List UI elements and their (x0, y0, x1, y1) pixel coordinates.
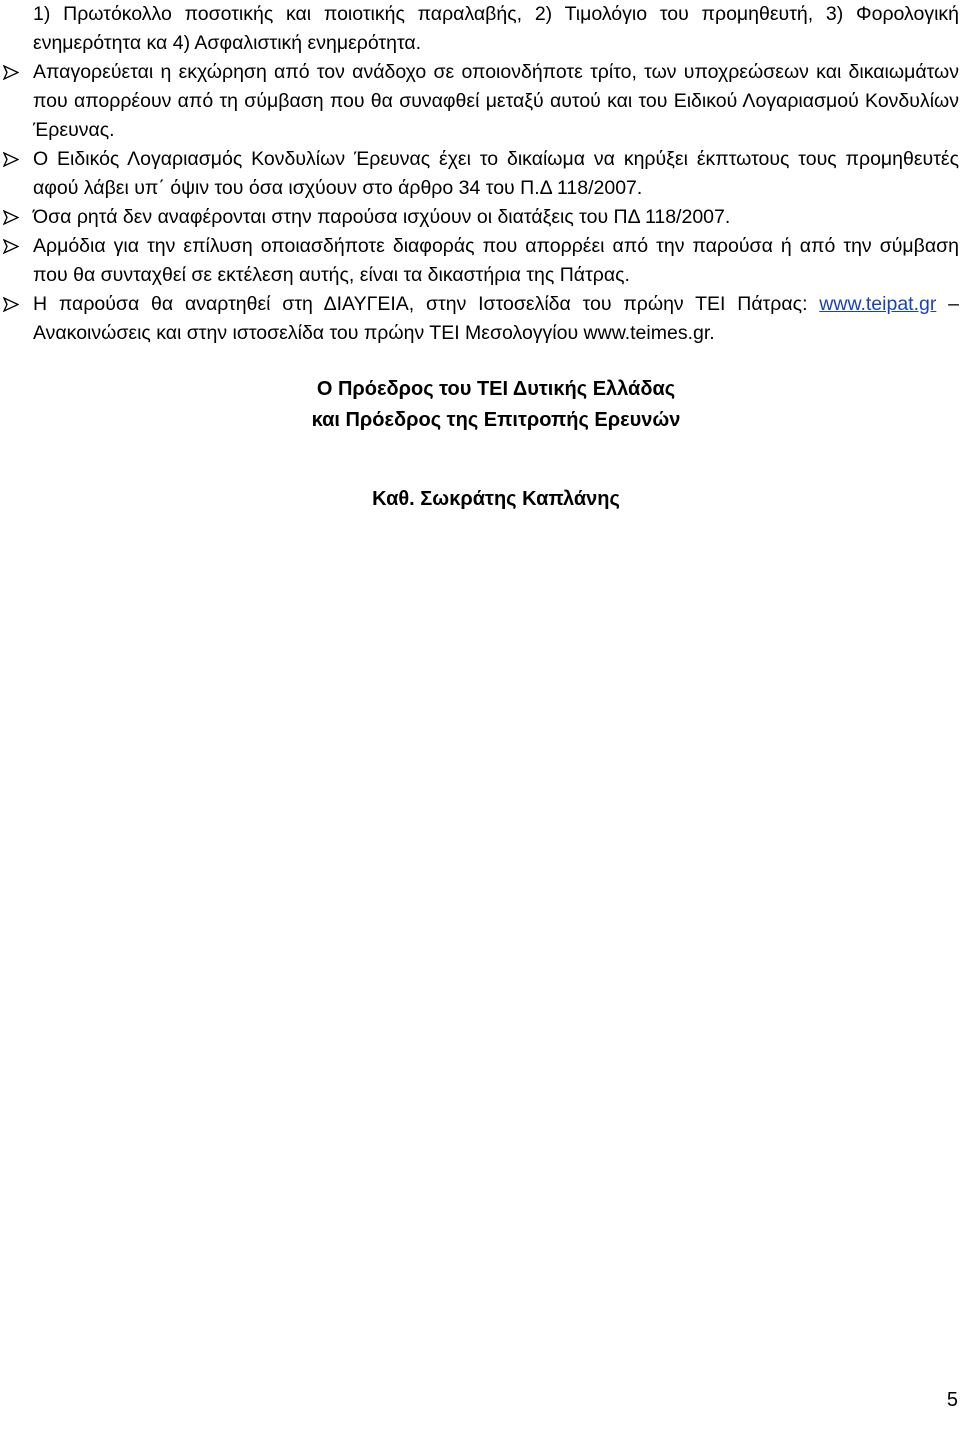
arrowhead-bullet-icon (0, 203, 22, 232)
page-number: 5 (946, 1389, 958, 1411)
signatory-name: Καθ. Σωκράτης Καπλάνης (372, 488, 620, 510)
bullet-item-courts (0, 232, 959, 290)
bullet-text: Όσα ρητά δεν αναφέρονται στην παρούσα ισχύουν οι διατάξεις του ΠΔ 118/2007. (33, 206, 731, 228)
bullet-list (0, 58, 960, 348)
signature-title-line2: και Πρόεδρος της Επιτροπής Ερευνών (311, 409, 681, 431)
bullet-item-assignment (0, 58, 959, 145)
bullet-text: Αρμόδια για την επίλυση οποιασδήποτε διαφοράς που απορρέει από την παρούσα ή από την σύμβαση που θα συνταχθεί σε εκτέλεση αυτής, είναι τα δικαστήρια της Πάτρας. (33, 235, 959, 286)
arrowhead-bullet-icon (0, 232, 22, 261)
arrowhead-bullet-icon (0, 58, 22, 87)
bullet-item-forfeiture (0, 145, 959, 203)
bullet-item-provisions (0, 203, 959, 232)
bullet-text: Απαγορεύεται η εκχώρηση από τον ανάδοχο σε οποιονδήποτε τρίτο, των υποχρεώσεων και δικαιωμάτων που απορρέουν από τη σύμβαση που θα συναφθεί μεταξύ αυτού και του Ειδικού Λογαριασμού Κονδυλίων Έρευνας. (33, 61, 959, 141)
bullet-text-after-link: – Ανακοινώσεις και στην ιστοσελίδα του πρώην ΤΕΙ Μεσολογγίου www.teimes.gr. (33, 293, 960, 344)
signature-title-line1: Ο Πρόεδρος του ΤΕΙ Δυτικής Ελλάδας (316, 378, 676, 400)
bullet-text: Ο Ειδικός Λογαριασμός Κονδυλίων Έρευνας έχει το δικαίωμα να κηρύξει έκπτωτους τους προμηθευτές αφού λάβει υπ΄ όψιν του όσα ισχύουν στο άρθρο 34 του Π.Δ 118/2007. (33, 148, 959, 199)
bullet-text-before-link: Η παρούσα θα αναρτηθεί στη ΔΙΑΥΓΕΙΑ, στην Ιστοσελίδα του πρώην ΤΕΙ Πάτρας: (33, 293, 820, 315)
intro-paragraph: 1) Πρωτόκολλο ποσοτικής και ποιοτικής παραλαβής, 2) Τιμολόγιο του προμηθευτή, 3) Φορολογική ενημερότητα κα 4) Ασφαλιστική ενημερότητα. (33, 3, 959, 54)
arrowhead-bullet-icon (0, 145, 22, 174)
arrowhead-bullet-icon (0, 290, 22, 319)
bullet-item-publication (0, 290, 959, 348)
signature-block (16, 374, 960, 436)
teipat-link[interactable]: www.teipat.gr (819, 293, 937, 315)
